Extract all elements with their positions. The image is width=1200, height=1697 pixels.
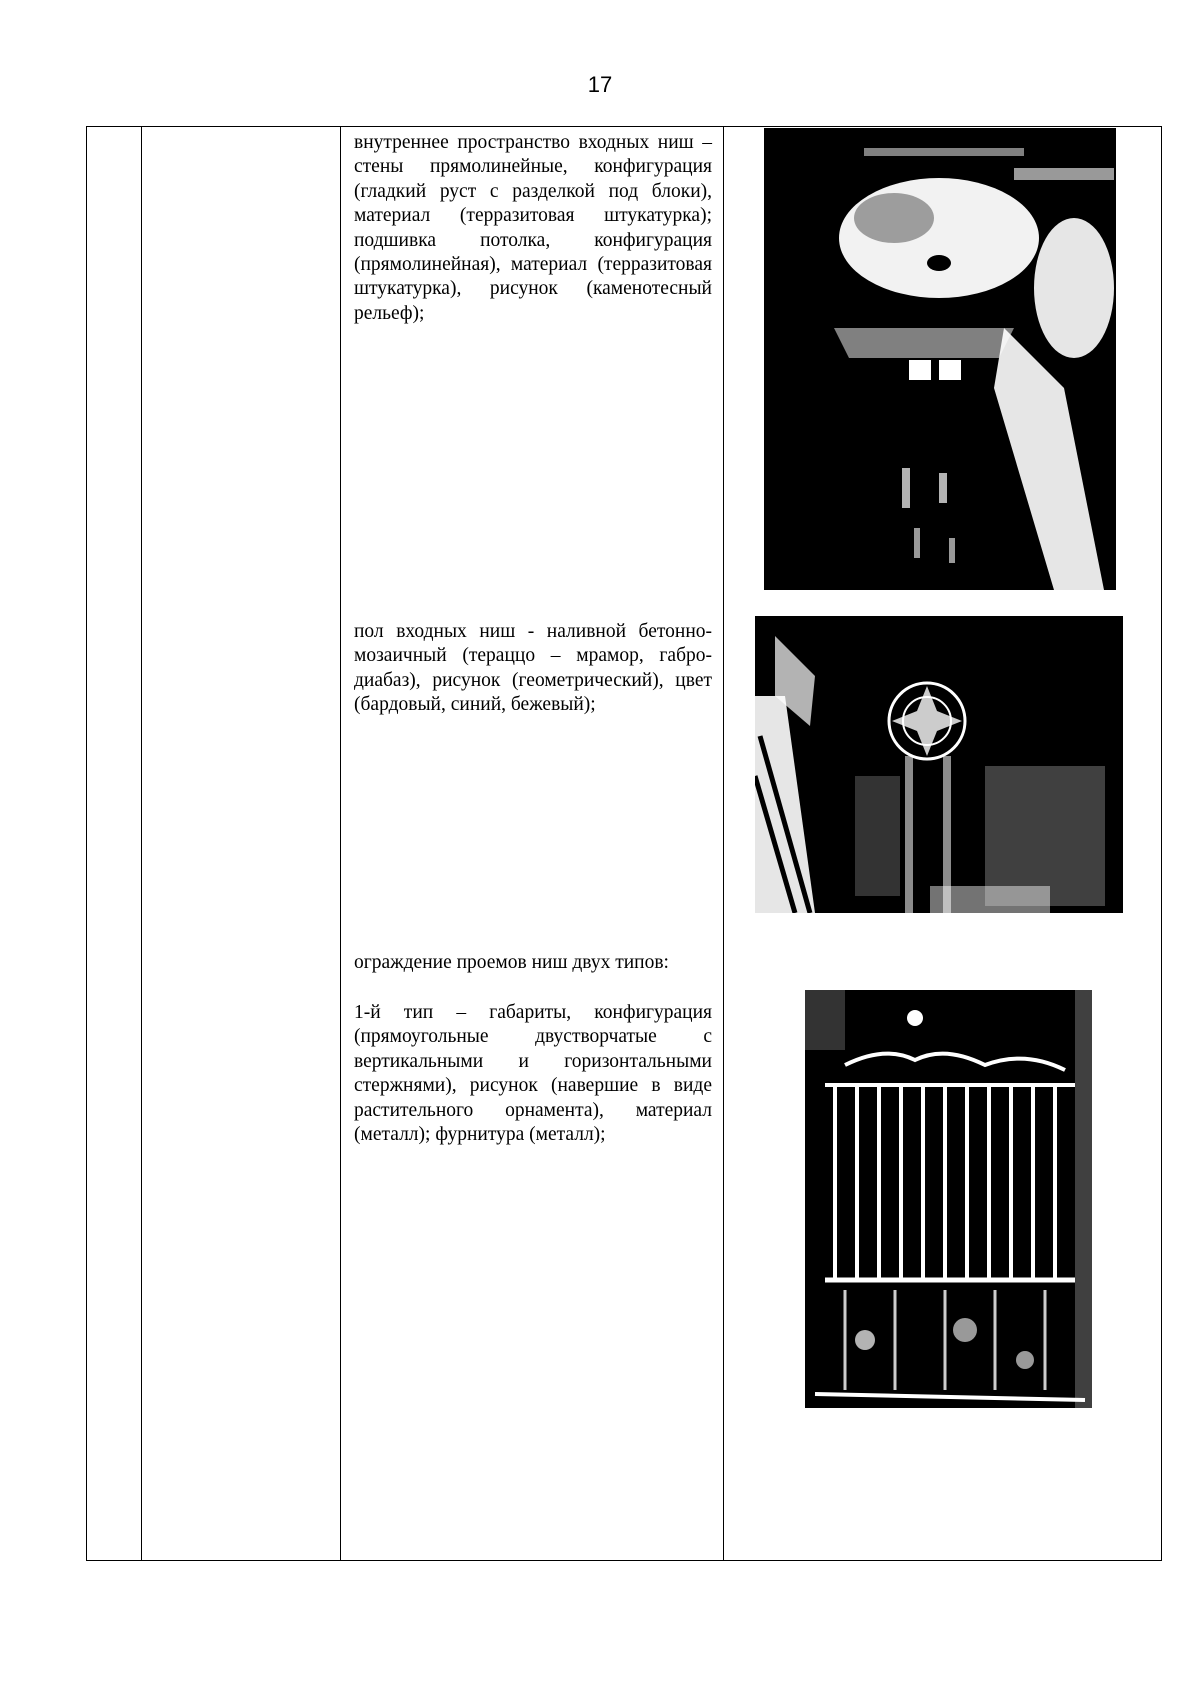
- niche-interior-description: внутреннее пространство входных ниш – стены прямолинейные, конфигурация (гладкий руст с разделкой под блоки), материал (терразитовая штукатурка); подшивка потолка, конфигурация (прямолинейная), материал (терразитовая штукатурка), рисунок (каменотесный рельеф);: [354, 132, 712, 324]
- gate-photo: [805, 990, 1092, 1408]
- table-column-divider: [141, 127, 142, 1560]
- niche-floor-description: пол входных ниш - наливной бетонно-мозаичный (тераццо – мрамор, габро-диабаз), рисунок (геометрический), цвет (бардовый, синий, бежевый);: [354, 621, 712, 716]
- niche-fence-heading: ограждение проемов ниш двух типов:: [354, 952, 669, 973]
- table-column-divider: [723, 127, 724, 1560]
- niche-interior-photo: [764, 128, 1116, 590]
- gate-type-one-description: 1-й тип – габариты, конфигурация (прямоугольные двустворчатые с вертикальными и горизонтальными стержнями), рисунок (навершие в виде растительного орнамента), материал (металл); фурнитура (металл);: [354, 1002, 712, 1146]
- niche-floor-photo: [755, 616, 1123, 913]
- table-column-divider: [340, 127, 341, 1560]
- page-number: 17: [587, 72, 613, 97]
